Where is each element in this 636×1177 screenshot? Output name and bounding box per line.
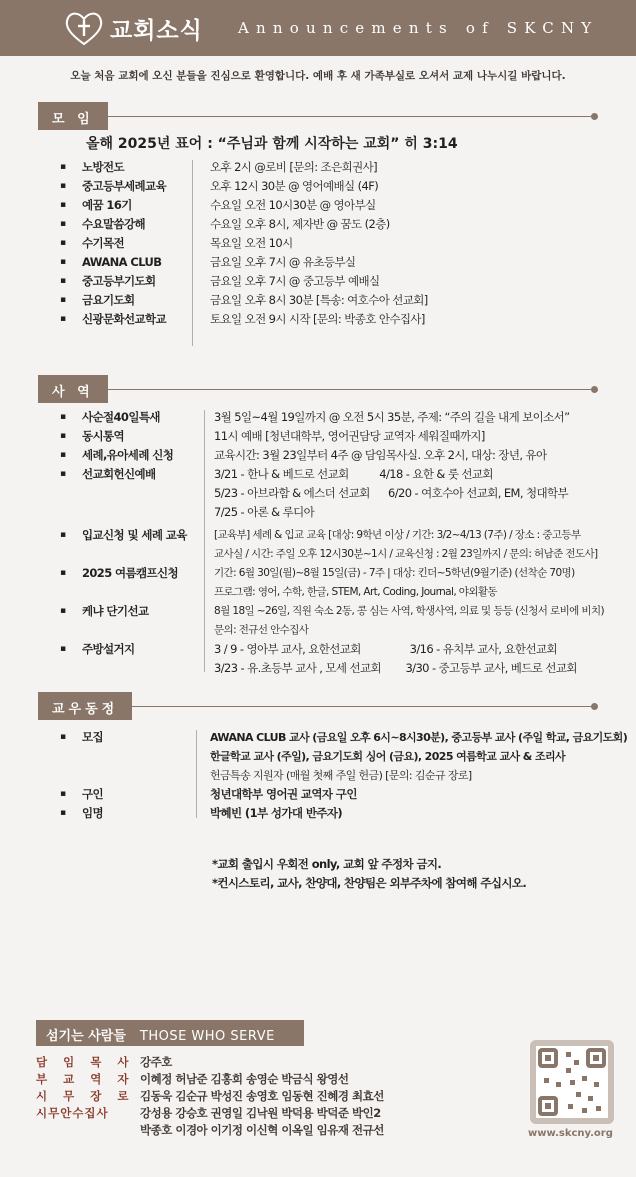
item-line: 교육시간: 3월 23일부터 4주 @ 담임목사실. 오후 2시, 대상: 장년, 유아: [214, 448, 547, 462]
staff-list: [36, 1054, 384, 1139]
serve-heading-en: THOSE WHO SERVE: [139, 1029, 275, 1044]
item-label: 입교신청 및 세례 교육: [82, 528, 187, 542]
item-value: 토요일 오전 9시 시작 [문의: 박종호 안수집사]: [210, 312, 425, 326]
item-label: 금요기도회: [82, 293, 135, 307]
item-label: AWANA CLUB: [82, 255, 162, 269]
list-item: ▪ 2025 여름캠프신청 기간: 6월 30일(월)~8월 15일(금) - 7주 | 대상: 킨더~5학년(9월기준) (선착순 70명) 프로그램: 영어, 수학, 한글, STEM, Art, Coding, Journal, 야외활동: [60, 564, 604, 602]
item-label: 임명: [82, 806, 104, 820]
item-line: 프로그램: 영어, 수학, 한글, STEM, Art, Coding, Journal, 야외활동: [214, 586, 497, 598]
list-item: ▪ 노방전도 오후 2시 @로비 [문의: 조은희권사]: [60, 158, 428, 177]
list-item: ▪ 예꿈 16기 수요일 오전 10시30분 @ 영아부실: [60, 196, 428, 215]
item-value: 금요일 오후 7시 @ 유초등부실: [210, 255, 356, 269]
list-item: ▪ 모집 AWANA CLUB 교사 (금요일 오후 6시~8시30분), 중고등부 교사 (주일 학교, 금요기도회) 한글학교 교사 (주일), 금요기도회 싱어 (금요), 2025 여름학교 교사 & 조리사 헌금특송 지원자 (매월 첫째 주일 헌금) [문의: 김순규 장로]: [60, 728, 627, 785]
staff-names: 이혜정 허남준 김홍희 송영순 박금식 왕영선: [140, 1072, 349, 1086]
staff-row: [36, 1054, 384, 1071]
item-line: 3/21 - 한나 & 베드로 선교회 4/18 - 요한 & 룻 선교회: [214, 467, 493, 481]
item-label: 구인: [82, 787, 104, 801]
church-logo-icon: [62, 8, 106, 48]
section-end-dot: [591, 703, 598, 710]
item-value: 오후 12시 30분 @ 영어예배실 (4F): [210, 179, 379, 193]
staff-row: [36, 1088, 384, 1105]
item-line: 3월 5일~4월 19일까지 @ 오전 5시 35분, 주제: “주의 길을 내게 보이소서”: [214, 410, 570, 424]
section-divider: [38, 116, 594, 117]
item-label: 주방설거지: [82, 642, 135, 656]
list-item: ▪ 신광문화선교학교 토요일 오전 9시 시작 [문의: 박종호 안수집사]: [60, 310, 428, 329]
note-line: *교회 출입시 우회전 only, 교회 앞 주정차 금지.: [212, 857, 442, 871]
item-label: 신광문화선교학교: [82, 312, 167, 326]
year-motto: 올해 2025년 표어 : “주님과 함께 시작하는 교회” 히 3:14: [86, 136, 458, 152]
item-line: AWANA CLUB 교사 (금요일 오후 6시~8시30분), 중고등부 교사 (주일 학교, 금요기도회): [210, 731, 628, 744]
item-label: 모집: [82, 730, 104, 744]
item-label: 예꿈 16기: [82, 198, 132, 212]
list-item: ▪ 주방설거지 3 / 9 - 영아부 교사, 요한선교회 3/16 - 유치부 교사, 요한선교회 3/23 - 유.초등부 교사 , 모세 선교회 3/30 - 중고등부 교사, 베드로 선교회: [60, 640, 604, 678]
section-end-dot: [591, 113, 598, 120]
list-item: ▪ 동시통역 11시 예배 [청년대학부, 영어권담당 교역자 세워질때까지]: [60, 427, 604, 446]
website-link[interactable]: www.skcny.org: [528, 1128, 613, 1139]
parking-notes: [212, 855, 526, 893]
staff-title: 시무안수집사: [36, 1106, 109, 1120]
item-line: 교사실 / 시간: 주일 오후 12시30분~1시 / 교육신청 : 2월 23일까지 / 문의: 허남준 전도사]: [214, 548, 598, 560]
staff-row: [36, 1122, 384, 1139]
serve-heading-ko: 섬기는 사람들: [46, 1029, 126, 1044]
qr-code[interactable]: [530, 1040, 614, 1124]
item-value: 금요일 오후 7시 @ 중고등부 예배실: [210, 274, 380, 288]
item-line: 헌금특송 지원자 (매월 첫째 주일 헌금) [문의: 김순규 장로]: [210, 769, 472, 782]
section-heading-meetings: [38, 102, 598, 130]
staff-title: [36, 1122, 140, 1139]
item-label: 케냐 단기선교: [82, 604, 149, 618]
item-label: 수기목전: [82, 236, 125, 250]
item-label: 선교회헌신예배: [82, 467, 156, 481]
section-heading-ministry: [38, 375, 598, 403]
list-item: ▪ 금요기도회 금요일 오후 8시 30분 [특송: 여호수아 선교회]: [60, 291, 428, 310]
list-item: ▪ 선교회헌신예배 3/21 - 한나 & 베드로 선교회 4/18 - 요한 & 룻 선교회 5/23 - 아브라함 & 에스더 선교회 6/20 - 여호수아 선교회, EM, 청대학부 7/25 - 아론 & 루디아: [60, 465, 604, 522]
list-item: ▪ 중고등부세례교육 오후 12시 30분 @ 영어예배실 (4F): [60, 177, 428, 196]
list-item: ▪ 사순절40일특새 3월 5일~4월 19일까지 @ 오전 5시 35분, 주제: “주의 길을 내게 보이소서”: [60, 408, 604, 427]
ministry-list: [60, 408, 604, 678]
header-title-en: Announcements of SKCNY: [238, 19, 599, 37]
item-label: 동시통역: [82, 429, 125, 443]
list-item: ▪ 수기목전 목요일 오전 10시: [60, 234, 428, 253]
item-line: 박혜빈 (1부 성가대 반주자): [210, 806, 343, 820]
list-item: ▪ 세례,유아세례 신청 교육시간: 3월 23일부터 4주 @ 담임목사실. 오후 2시, 대상: 장년, 유아: [60, 446, 604, 465]
item-label: 노방전도: [82, 160, 125, 174]
item-line: 청년대학부 영어권 교역자 구인: [210, 787, 357, 801]
item-line: 기간: 6월 30일(월)~8월 15일(금) - 7주 | 대상: 킨더~5학년(9월기준) (선착순 70명): [214, 567, 575, 579]
item-label: 2025 여름캠프신청: [82, 566, 179, 580]
staff-names: 강주호: [140, 1055, 172, 1069]
item-label: 수요말씀강해: [82, 217, 146, 231]
item-line: [교육부] 세례 & 입교 교육 [대상: 9학년 이상 / 기간: 3/2~4/13 (7주) / 장소 : 중고등부: [214, 529, 581, 541]
staff-title: 시 무 장 로: [36, 1089, 135, 1103]
staff-names: 김동욱 김순규 박성진 송영호 임동현 진혜경 최효선: [140, 1089, 384, 1103]
item-label: 중고등부세례교육: [82, 179, 167, 193]
list-item: ▪ 구인 청년대학부 영어권 교역자 구인: [60, 785, 627, 804]
staff-title: 담 임 목 사: [36, 1055, 135, 1069]
meetings-list: [60, 158, 428, 329]
item-label: 사순절40일특새: [82, 410, 160, 424]
note-line: *컨시스토리, 교사, 찬양대, 찬양팀은 외부주차에 참여해 주십시오.: [212, 876, 527, 890]
staffing-list: [60, 728, 627, 823]
item-line: 8월 18일 ~26일, 직원 숙소 2동, 콩 심는 사역, 학생사역, 의료 및 등등 (신청서 로비에 비치): [214, 605, 604, 617]
staff-names: 강성용 강승호 권영일 김낙원 박덕용 박덕준 박인2: [140, 1106, 381, 1120]
item-line: 11시 예배 [청년대학부, 영어권담당 교역자 세워질때까지]: [214, 429, 485, 443]
list-item: ▪ 케냐 단기선교 8월 18일 ~26일, 직원 숙소 2동, 콩 심는 사역, 학생사역, 의료 및 등등 (신청서 로비에 비치) 문의: 전규선 안수집사: [60, 602, 604, 640]
staff-row: [36, 1071, 384, 1088]
header-banner: [0, 0, 636, 56]
item-label: 세례,유아세례 신청: [82, 448, 174, 462]
item-value: 금요일 오후 8시 30분 [특송: 여호수아 선교회]: [210, 293, 428, 307]
item-label: 중고등부기도회: [82, 274, 156, 288]
list-item: ▪ 중고등부기도회 금요일 오후 7시 @ 중고등부 예배실: [60, 272, 428, 291]
serve-heading: [36, 1020, 304, 1046]
section-tab-ministry: 사 역: [38, 375, 108, 403]
list-item: ▪ 임명 박혜빈 (1부 성가대 반주자): [60, 804, 627, 823]
item-line: 3 / 9 - 영아부 교사, 요한선교회 3/16 - 유치부 교사, 요한선교회: [214, 642, 557, 656]
item-line: 한글학교 교사 (주일), 금요기도회 싱어 (금요), 2025 여름학교 교사 & 조리사: [210, 750, 566, 763]
staff-row: [36, 1105, 384, 1122]
section-divider: [38, 389, 594, 390]
item-value: 수요일 오후 8시, 제자반 @ 꿈도 (2층): [210, 217, 390, 231]
section-tab-staffing: 교우동정: [38, 692, 132, 720]
list-item: ▪ AWANA CLUB 금요일 오후 7시 @ 유초등부실: [60, 253, 428, 272]
header-title-ko: 교회소식: [110, 18, 203, 44]
list-item: ▪ 입교신청 및 세례 교육 [교육부] 세례 & 입교 교육 [대상: 9학년 이상 / 기간: 3/2~4/13 (7주) / 장소 : 중고등부 교사실 / 시간: 주일 오후 12시30분~1시 / 교육신청 : 2월 23일까지 / 문의: 허남준 전도사]: [60, 526, 604, 564]
staff-names: 박종호 이경아 이기정 이신혁 이옥일 임유재 전규선: [140, 1123, 384, 1137]
section-end-dot: [591, 386, 598, 393]
item-line: 3/23 - 유.초등부 교사 , 모세 선교회 3/30 - 중고등부 교사, 베드로 선교회: [214, 661, 577, 675]
item-value: 오후 2시 @로비 [문의: 조은희권사]: [210, 160, 377, 174]
item-line: 5/23 - 아브라함 & 에스더 선교회 6/20 - 여호수아 선교회, EM, 청대학부: [214, 486, 568, 500]
item-value: 목요일 오전 10시: [210, 236, 293, 250]
section-tab-meetings: 모 임: [38, 102, 108, 130]
item-value: 수요일 오전 10시30분 @ 영아부실: [210, 198, 376, 212]
staff-title: 부 교 역 자: [36, 1072, 135, 1086]
list-item: ▪ 수요말씀강해 수요일 오후 8시, 제자반 @ 꿈도 (2층): [60, 215, 428, 234]
section-heading-staffing: [38, 692, 598, 720]
item-line: 7/25 - 아론 & 루디아: [214, 505, 315, 519]
item-line: 문의: 전규선 안수집사: [214, 624, 309, 636]
welcome-message: 오늘 처음 교회에 오신 분들을 진심으로 환영합니다. 예배 후 새 가족부실로 오셔서 교제 나누시길 바랍니다.: [70, 70, 566, 82]
